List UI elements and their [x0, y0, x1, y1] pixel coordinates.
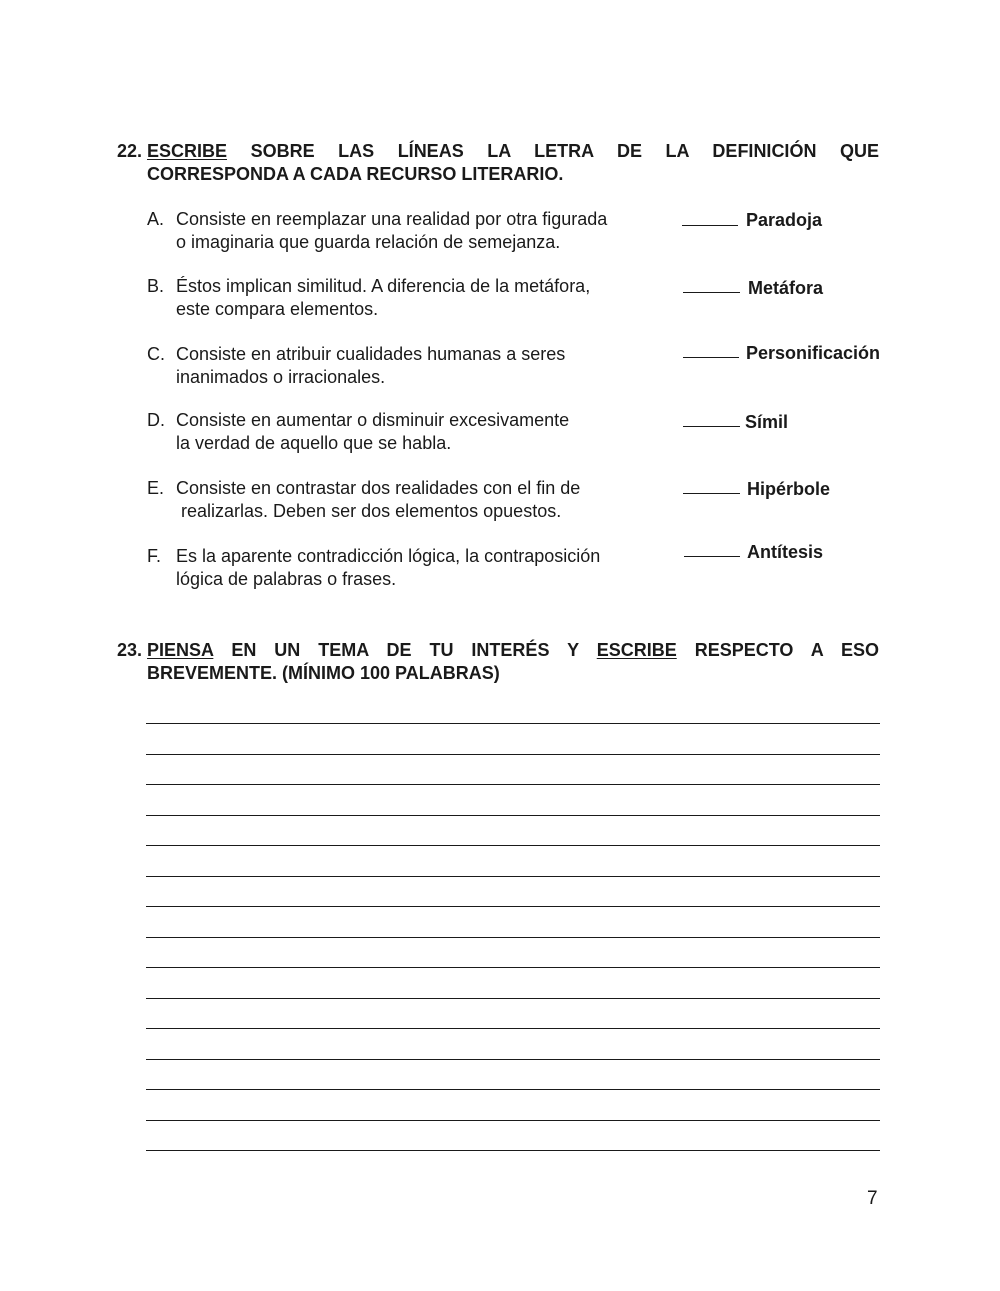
- writing-line[interactable]: [146, 784, 880, 785]
- question-23-mid-text: EN UN TEMA DE TU INTERÉS Y: [231, 640, 579, 660]
- writing-line[interactable]: [146, 937, 880, 938]
- definition-b: [147, 275, 667, 321]
- term-personificacion: Personificación: [746, 343, 881, 363]
- writing-line[interactable]: [146, 1150, 880, 1151]
- writing-line[interactable]: [146, 723, 880, 724]
- definition-text-line-2: realizarlas. Deben ser dos elementos opuestos.: [181, 501, 562, 521]
- definition-text-line-1: Éstos implican similitud. A diferencia de la metáfora,: [176, 276, 591, 296]
- writing-line[interactable]: [146, 1089, 880, 1090]
- writing-line[interactable]: [146, 876, 880, 877]
- writing-line[interactable]: [146, 1120, 880, 1121]
- term-hiperbole: Hipérbole: [747, 479, 831, 499]
- definition-letter: D.: [147, 410, 165, 430]
- writing-line[interactable]: [146, 998, 880, 999]
- writing-line[interactable]: [146, 906, 880, 907]
- instruction-verb-piensa: PIENSA: [147, 640, 214, 660]
- term-antitesis: Antítesis: [747, 542, 824, 562]
- writing-line[interactable]: [146, 967, 880, 968]
- question-23: [117, 639, 879, 685]
- answer-blank-personificacion[interactable]: [683, 357, 739, 358]
- answer-blank-paradoja[interactable]: [682, 225, 738, 226]
- definition-a: [147, 208, 667, 254]
- definition-text-line-2: o imaginaria que guarda relación de semejanza.: [176, 232, 561, 252]
- writing-line[interactable]: [146, 1059, 880, 1060]
- question-23-line-1: [147, 639, 879, 662]
- definition-text-line-1: Consiste en atribuir cualidades humanas a seres: [176, 344, 566, 364]
- writing-line[interactable]: [146, 754, 880, 755]
- definition-text-line-1: Es la aparente contradicción lógica, la contraposición: [176, 546, 601, 566]
- writing-line[interactable]: [146, 1028, 880, 1029]
- definition-letter: B.: [147, 276, 165, 296]
- answer-blank-simil[interactable]: [683, 426, 740, 427]
- definition-letter: C.: [147, 344, 165, 364]
- question-23-line-2: BREVEMENTE. (MÍNIMO 100 PALABRAS): [147, 663, 500, 683]
- answer-blank-hiperbole[interactable]: [683, 493, 740, 494]
- definition-text-line-2: inanimados o irracionales.: [176, 367, 386, 387]
- definition-letter: E.: [147, 478, 165, 498]
- writing-line[interactable]: [146, 815, 880, 816]
- term-simil: Símil: [745, 412, 789, 432]
- answer-blank-metafora[interactable]: [683, 292, 740, 293]
- instruction-verb-escribe: ESCRIBE: [596, 640, 677, 660]
- definition-text-line-2: este compara elementos.: [176, 299, 379, 319]
- definition-text-line-1: Consiste en reemplazar una realidad por otra figurada: [176, 209, 608, 229]
- answer-blank-antitesis[interactable]: [684, 556, 740, 557]
- question-22-line-1: [147, 140, 879, 163]
- definition-f: [147, 545, 667, 591]
- definition-text-line-1: Consiste en aumentar o disminuir excesivamente: [176, 410, 570, 430]
- definition-letter: F.: [147, 546, 162, 566]
- term-paradoja: Paradoja: [746, 210, 823, 230]
- term-metafora: Metáfora: [748, 278, 824, 298]
- question-23-line-1-text: RESPECTO A ESO: [694, 640, 879, 660]
- definition-text-line-2: lógica de palabras o frases.: [176, 569, 397, 589]
- definition-text-line-2: la verdad de aquello que se habla.: [176, 433, 452, 453]
- question-22-line-1-text: SOBRE LAS LÍNEAS LA LETRA DE LA DEFINICIÓN QUE: [250, 141, 879, 161]
- definition-c: [147, 343, 667, 389]
- question-number: 22.: [117, 141, 143, 161]
- question-number: 23.: [117, 640, 143, 660]
- definition-text-line-1: Consiste en contrastar dos realidades con el fin de: [176, 478, 581, 498]
- definition-d: [147, 409, 667, 455]
- definition-e: [147, 477, 667, 523]
- page-number: 7: [867, 1188, 878, 1209]
- instruction-verb-escribe: ESCRIBE: [147, 141, 228, 161]
- question-22: [117, 140, 879, 186]
- question-22-line-2: CORRESPONDA A CADA RECURSO LITERARIO.: [147, 164, 564, 184]
- definition-letter: A.: [147, 209, 165, 229]
- writing-line[interactable]: [146, 845, 880, 846]
